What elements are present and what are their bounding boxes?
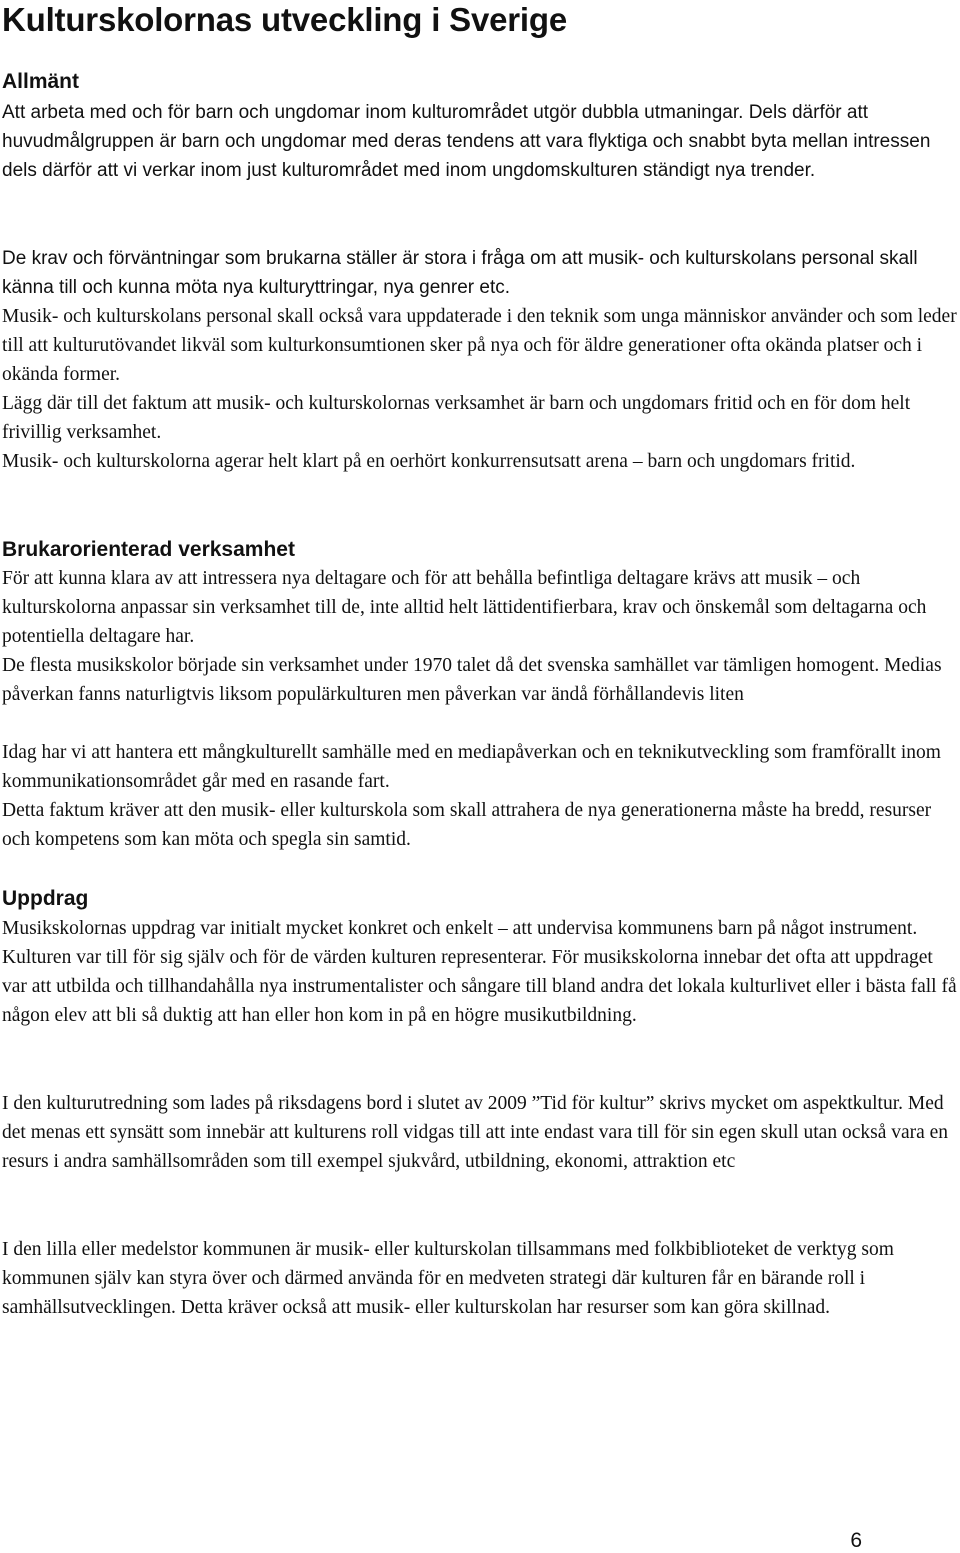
section-heading-brukarorienterad: Brukarorienterad verksamhet [2,538,295,561]
page-number: 6 [850,1529,862,1552]
section-heading-uppdrag: Uppdrag [2,887,89,910]
paragraph: De flesta musikskolor började sin verksamhet under 1970 talet då det svenska samhället var tämligen homogent. Medias påverkan fanns naturligtvis liksom populärkulturen men påverkan var ändå förhållandevis liten [2,655,942,705]
paragraph: Musikskolornas uppdrag var initialt mycket konkret och enkelt – att undervisa kommunens barn på något instrument. Kulturen var till för sig själv och för de värden kulturen representerar. För musikskolorna innebar det ofta att uppdraget var att utbilda och tillhandahålla nya instrumentalister och sångare till bland andra det lokala kulturlivet eller i bästa fall få någon elev att bli så duktig att han eller hon kom in på en högre musikutbildning. [2,918,957,1026]
paragraph: De krav och förväntningar som brukarna ställer är stora i fråga om att musik- och kulturskolans personal skall känna till och kunna möta nya kulturyttringar, nya genrer etc. [2,248,918,298]
paragraph: Musik- och kulturskolans personal skall också vara uppdaterade i den teknik som unga människor använder och som leder till att kulturutövandet likväl som kulturkonsumtionen sker på nya och för äldre generationer ofta okända platser och i okända former. [2,306,957,385]
paragraph: Detta faktum kräver att den musik- eller kulturskola som skall attrahera de nya generationerna måste ha bredd, resurser och kompetens som kan möta och spegla sin samtid. [2,800,932,850]
paragraph: Musik- och kulturskolorna agerar helt klart på en oerhört konkurrensutsatt arena – barn och ungdomars fritid. [2,451,856,472]
section-heading-allmant: Allmänt [2,70,80,93]
paragraph: Idag har vi att hantera ett mångkulturellt samhälle med en mediapåverkan och en teknikutveckling som framförallt inom kommunikationsområdet går med en rasande fart. [2,742,941,792]
paragraph: Att arbeta med och för barn och ungdomar inom kulturområdet utgör dubbla utmaningar. Dels därför att huvudmålgruppen är barn och ungdomar med deras tendens att vara flyktiga och snabbt byta mellan intressen dels därför att vi verkar inom just kulturområdet med inom ungdomskulturen ständigt nya trender. [2,102,931,181]
page-title: Kulturskolornas utveckling i Sverige [2,1,567,38]
paragraph: För att kunna klara av att intressera nya deltagare och för att behålla befintliga deltagare krävs att musik – och kulturskolorna anpassar sin verksamhet till de, inte alltid helt lättidentifierbara, krav och önskemål som deltagarna och potentiella deltagare har. [2,568,927,647]
paragraph: Lägg där till det faktum att musik- och kulturskolornas verksamhet är barn och ungdomars fritid och en för dom helt frivillig verksamhet. [2,393,911,443]
paragraph: I den lilla eller medelstor kommunen är musik- eller kulturskolan tillsammans med folkbiblioteket de verktyg som kommunen själv kan styra över och därmed använda för en medveten strategi där kulturen får en bärande roll i samhällsutvecklingen. Detta kräver också att musik- eller kulturskolan har resurser som kan göra skillnad. [2,1239,894,1318]
paragraph: I den kulturutredning som lades på riksdagens bord i slutet av 2009 ”Tid för kultur” skrivs mycket om aspektkultur. Med det menas ett synsätt som innebär att kulturens roll vidgas till att inte endast vara till för sin egen skull utan också vara en resurs i andra samhällsområden som till exempel sjukvård, utbildning, ekonomi, attraktion etc [2,1093,949,1172]
